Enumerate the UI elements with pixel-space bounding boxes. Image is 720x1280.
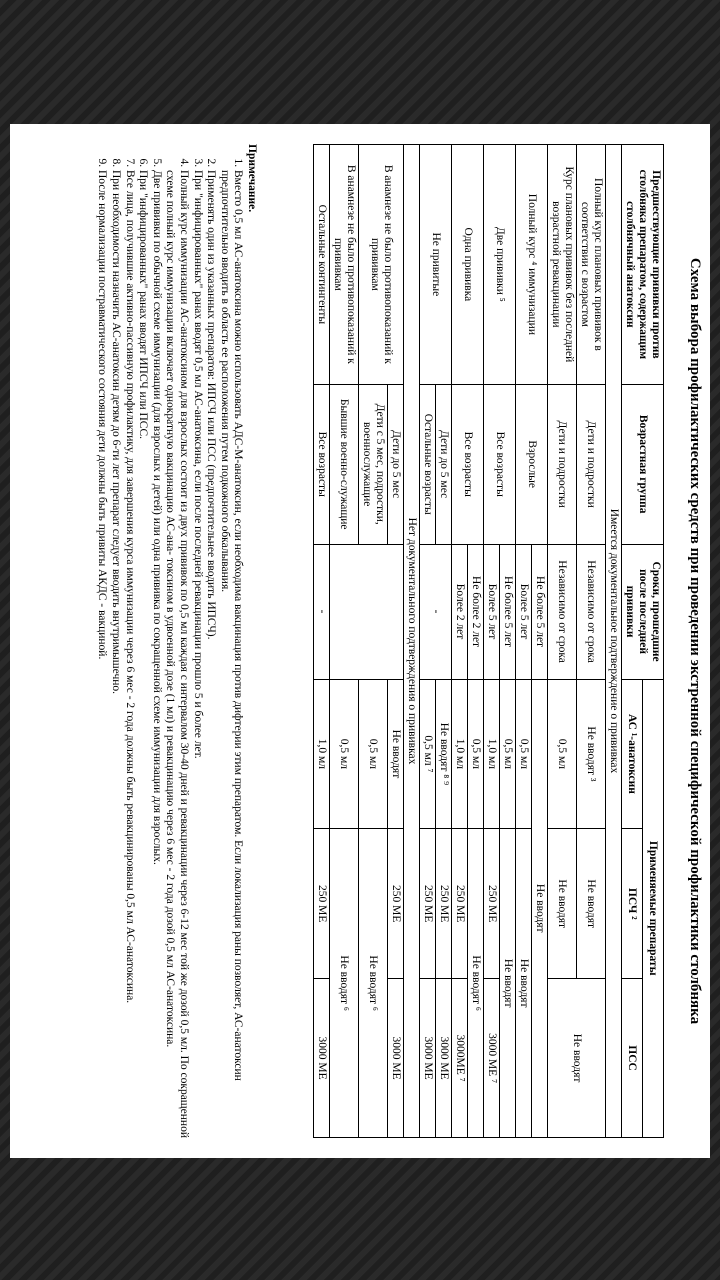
cell: Независимо от срока <box>548 544 577 679</box>
notes-heading: Примечание. <box>246 144 258 213</box>
cell: 3000 МЕ <box>420 979 436 1138</box>
cell: 1,0 мл <box>314 679 330 829</box>
cell: Все возрасты <box>314 384 330 544</box>
cell: Дети до 5 мес <box>388 384 404 544</box>
cell: - <box>420 544 452 679</box>
header-pshch: ПСЧ ² <box>622 829 643 979</box>
cell: 250 МЕ <box>388 829 404 979</box>
note-item: 5. Две прививки по обычной схеме иммунизации (для взрослых и детей) или одна прививка по сокращенной схеме иммунизации для взрослых. <box>149 170 163 1138</box>
cell: 0,5 мл <box>516 679 532 829</box>
cell: Не более 5 лет <box>532 544 548 679</box>
cell: Все возрасты <box>484 384 516 544</box>
header-time-since: Сроки, прошедшие после последней прививки <box>622 544 664 679</box>
cell: Не вводят <box>548 829 577 979</box>
cell: 3000 МЕ <box>314 979 330 1138</box>
section-undocumented: Нет документального подтверждения о прививках <box>404 145 420 1138</box>
cell: Не вводят <box>388 679 404 829</box>
cell: 3000 МЕ <box>436 979 452 1138</box>
cell: - <box>314 544 330 679</box>
note-item: 4. Полный курс иммунизации АС-анатоксином для взрослых состоит из двух прививок по 0,5 мл каждая с интервалом 30-40 дней и ревакцинации через 6-12 мес той же дозой 0,5 мл. По сокращенной схеме полный курс иммунизации включает однократную вакцинацию АС-ана- токсином в удвоенной дозе (1 мл) и ревакцинацию через 6 мес - 2 года дозой 0,5 мл АС-анатоксина. <box>163 170 190 1138</box>
cell: Не вводят <box>577 829 606 979</box>
cell: Не вводят ⁶ <box>330 829 359 1138</box>
cell: Не вводят ⁸ ⁹ <box>436 679 452 829</box>
cell: Более 5 лет <box>516 544 532 679</box>
document-page <box>10 124 710 1158</box>
cell: Две прививки ⁵ <box>484 145 516 385</box>
cell: Взрослые <box>516 384 548 544</box>
cell: 3000МЕ ⁷ <box>452 979 468 1138</box>
scheme-table <box>313 144 664 1138</box>
note-item: 7. Все лица, получившие активно-пассивную профилактику, для завершения курса иммунизации через 6 мес - 2 года должны быть ревакцинированы 0,5 мл АС-анатоксина. <box>122 170 136 1138</box>
section-documented: Имеется документальное подтверждение о прививках <box>606 145 622 1138</box>
cell: Полный курс ⁴ иммунизации <box>516 145 548 385</box>
cell: 250 МЕ <box>484 829 500 979</box>
header-as: АС ¹-анатоксин <box>622 679 643 829</box>
cell: Дети и подростки <box>548 384 577 544</box>
cell: 250 МЕ <box>452 829 468 979</box>
cell: Не вводят <box>532 679 548 1138</box>
cell: Курс плановых прививок без последней возрастной ревакцинации <box>548 145 577 385</box>
cell: 0,5 мл <box>359 679 388 829</box>
cell: 250 МЕ <box>314 829 330 979</box>
cell: 1,0 мл <box>484 679 500 829</box>
cell: Одна прививка <box>452 145 484 385</box>
note-item: 2. Применять один из указанных препаратов: ИПСЧ или ПСС (предпочтительнее вводить ИПСЧ). <box>204 170 218 1138</box>
notes-section <box>95 144 258 1138</box>
cell: 0,5 мл <box>548 679 577 829</box>
cell: Не более 2 лет <box>468 544 484 679</box>
cell: Более 5 лет <box>484 544 500 679</box>
cell: 1,0 мл <box>452 679 468 829</box>
cell: Остальные контингенты <box>314 145 330 385</box>
cell: Остальные возрасты <box>420 384 436 544</box>
cell: Полный курс плановых прививок в соответствии с возрастом <box>577 145 606 385</box>
cell: Не вводят <box>548 979 606 1138</box>
cell: 250 МЕ <box>420 829 436 979</box>
cell: Дети и подростки <box>577 384 606 544</box>
note-item: 6. При "инфицированных" ранах вводят ИПСЧ или ПСС. <box>136 170 150 1138</box>
cell: 0,5 мл <box>500 679 516 829</box>
note-item: 3. При "инфицированных" ранах вводят 0,5 мл АС-анатоксина, если после последней ревакцинации прошло 5 и более лет. <box>190 170 204 1138</box>
cell: Не вводят <box>516 829 532 1138</box>
header-pss: ПСС <box>622 979 643 1138</box>
notes-list <box>95 144 245 1138</box>
cell: Не вводят ³ <box>577 679 606 829</box>
cell: Дети до 5 мес <box>436 384 452 544</box>
cell <box>330 544 404 679</box>
cell: 0,5 мл ⁷ <box>420 679 436 829</box>
header-applied: Применяемые препараты <box>643 679 664 1138</box>
cell: Дети с 5 мес, подростки, военнослужащие <box>359 384 388 544</box>
document-title: Схема выбора профилактических средств при проведении экстренной специфической профилактики столбняка <box>687 257 703 1025</box>
cell: Не вводят ⁶ <box>359 829 388 1138</box>
cell: Не более 5 лет <box>500 544 516 679</box>
cell: Не вводят ⁶ <box>468 829 484 1138</box>
note-item: 1. Вместо 0,5 мл АС-анатоксина можно использовать АДС-М-анатоксин, если необходима вакцинация против дифтерии этим препаратом. Если локализация раны позволяет, АС-анатоксин предпочтительно вводить в область ее расположения путем подкожного обкалывания. <box>217 170 244 1138</box>
cell: Не привитые <box>420 145 452 385</box>
cell: Независимо от срока <box>577 544 606 679</box>
cell: Все возрасты <box>452 384 484 544</box>
cell: 0,5 мл <box>330 679 359 829</box>
cell: Не вводят <box>500 829 516 1138</box>
cell: В анамнезе не было противопоказаний к прививкам <box>330 145 359 385</box>
cell: 3000 МЕ ⁷ <box>484 979 500 1138</box>
rotated-content <box>10 124 710 1158</box>
cell: Бывшие военно-служащие <box>330 384 359 544</box>
header-age-group: Возрастная группа <box>622 384 664 544</box>
note-item: 9. После нормализации постравматического состояния дети должны быть привиты АКДС - вакциной. <box>95 170 109 1138</box>
cell: 0,5 мл <box>468 679 484 829</box>
cell: В анамнезе не было противопоказаний к прививкам <box>359 145 404 385</box>
cell: Более 2 лет <box>452 544 468 679</box>
header-prior-vaccinations: Предшествующие прививки против столбняка препаратом, содержащим столбнячный анатоксин <box>622 145 664 385</box>
cell: 3000 МЕ <box>388 979 404 1138</box>
note-item: 8. При необходимости назначить АС-анатоксин детям до 6-ти лет препарат следует вводить внутримышечно. <box>108 170 122 1138</box>
cell: 250 МЕ <box>436 829 452 979</box>
